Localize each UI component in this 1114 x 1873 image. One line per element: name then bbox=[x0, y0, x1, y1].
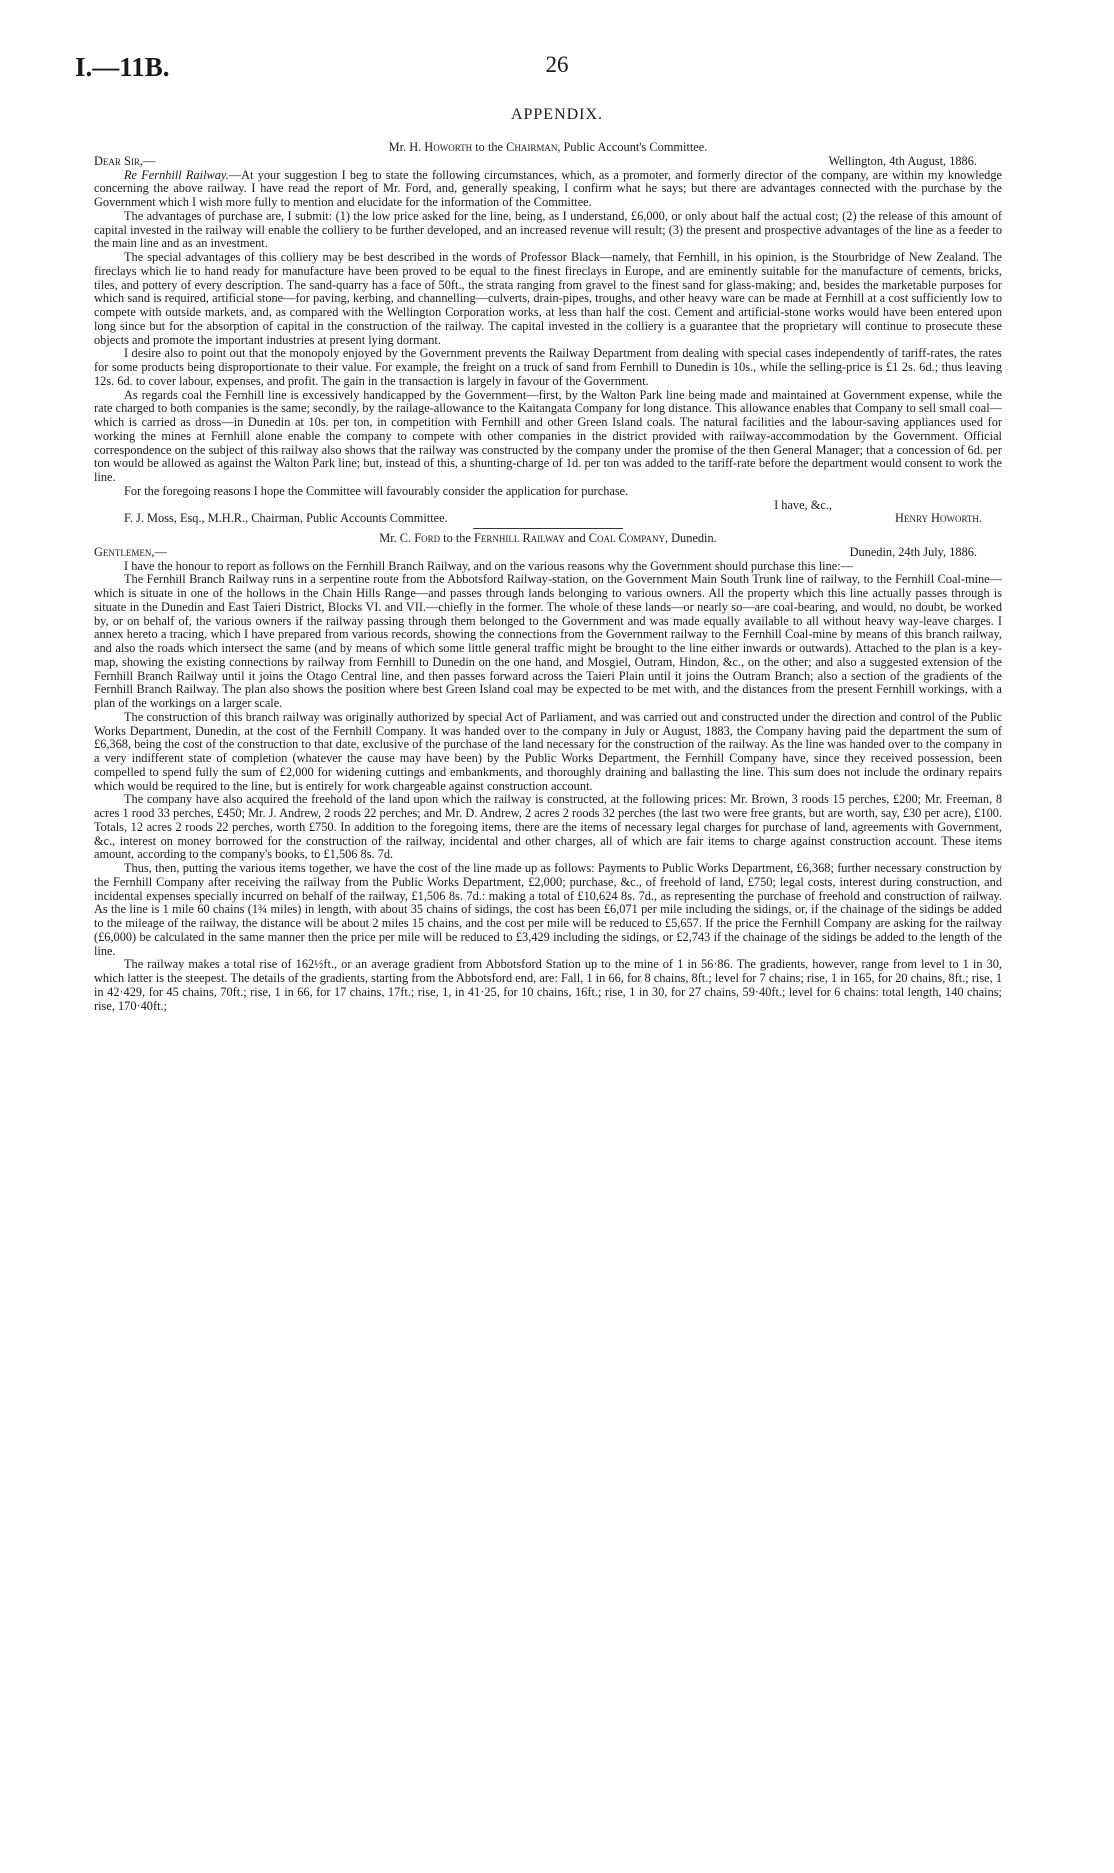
letter2-salutation: Gentlemen,— bbox=[94, 544, 167, 559]
document-reference: I.—11B. bbox=[75, 52, 170, 82]
letter1-paragraph: The special advantages of this colliery may be best described in the words of Professor Black—namely, that Fernhill, in his opinion, is the Stourbridge of New Zealand. The fireclays which lie to hand ready for manufacture have been proved to be equal to the finest fireclays in Europe, and are eminently suitable for the manufacture of cements, bricks, tiles, and pottery of every description. The sand-quarry has a face of 50ft., the strata ranging from gravel to the finest sand for glass-making; and, besides the marketable purposes for which sand is required, artificial stone—for paving, kerbing, and channelling—culverts, drain-pipes, troughs, and other heavy ware can be made at Fernhill at a cost sufficiently low to compete with outside markets, and, as compared with the Wellington Corporation works, at less than half the cost. Cement and artificial-stone works would have been entered upon long since but for the absorption of capital in the construction of the railway. The capital invested in the colliery is a guarantee that the proprietary will continue to prosecute these objects and promote the important industries at present lying dormant. bbox=[94, 250, 1002, 347]
letter1-paragraph: Re Fernhill Railway.—At your suggestion I beg to state the following circumstances, which, as a promoter, and formerly director of the company, are within my knowledge concerning the above railway. I have read the report of Mr. Ford, and, generally speaking, I confirm what he says; but there are advantages connected with the purchase by the Government which I wish more fully to mention and elucidate for the information of the Committee. bbox=[94, 167, 1003, 209]
letter2-paragraph: Thus, then, putting the various items together, we have the cost of the line made up as follows: Payments to Public Works Department, £6,368; further necessary construction by the Fernhill Company after receiving the railway from the Public Works Department, £2,000; purchase, &c., of freehold of land, £750; legal costs, interest during construction, and incidental expenses specially incurred on behalf of the railway, £1,506 8s. 7d.: making a total of £10,624 8s. 7d., as representing the purchase of freehold and construction of railway. As the line is 1 mile 60 chains (1¾ miles) in length, with about 35 chains of sidings, the cost has been £6,071 per mile including the sidings, or, if the chainage of the sidings be added to the mileage of the railway, the distance will be about 2 miles 15 chains, and the cost per mile will be reduced to £5,657. If the price the Fernhill Company are asking for the railway (£6,000) be calculated in the same manner then the price per mile will be reduced to £3,429 including the sidings, or £2,743 if the chainage of the sidings be added to the length of the line. bbox=[94, 861, 1002, 958]
letter2-paragraph: I have the honour to report as follows on the Fernhill Branch Railway, and on the various reasons why the Government should purchase this line:— bbox=[124, 558, 854, 573]
letter1-closing: I have, &c., bbox=[774, 497, 832, 512]
letter1-paragraph: The advantages of purchase are, I submit: (1) the low price asked for the line, being, as I understand, £6,000, or only about half the actual cost; (2) the release of this amount of capital invested in the railway will enable the colliery to be further developed, and an increased revenue will result; (3) the present and prospective advantages of the line as a feeder to the main line and as an investment. bbox=[94, 208, 1002, 251]
letter2-paragraph: The Fernhill Branch Railway runs in a serpentine route from the Abbotsford Railway-station, on the Government Main South Trunk line of railway, to the Fernhill Coal-mine—which is situate in one of the hollows in the Chain Hills Range—and passes through lands belonging to various owners. All the property which this line actually passes through is situate in the Dunedin and East Taieri District, Blocks VI. and VII.—chiefly in the former. The whole of these lands—or nearly so—are coal-bearing, and would, no doubt, be worked by, or on behalf of, the various owners if the railway passing through them belonged to the Government and was made equally available to all without heavy way-leave charges. I annex hereto a tracing, which I have prepared from various records, showing the connections from the Government railway to the Fernhill Coal-mine by means of this branch railway, and also the roads which intersect the same (and by means of which some little general traffic might be brought to the line either inwards or outwards). Attached to the plan is a key-map, showing the existing connections by railway from Fernhill to Dunedin on the one hand, and Mosgiel, Outram, Hindon, &c., on the other; and also a suggested extension of the Fernhill Branch Railway until it joins the Otago Central line, and then passes forward across the Taieri Plain until it joins the Outram Branch; also a section of the gradients of the Fernhill Branch Railway. The plan also shows the position where best Green Island coal may be expected to be met with, and the distances from the present Fernhill workings, with a plan of the workings on a larger scale. bbox=[94, 572, 1002, 710]
document-body bbox=[94, 141, 1002, 1013]
letter1-date: Wellington, 4th August, 1886. bbox=[828, 153, 977, 168]
letter1-paragraph: For the foregoing reasons I hope the Committee will favourably consider the application for purchase. bbox=[124, 483, 629, 498]
letter1-signature: Henry Howorth. bbox=[895, 511, 982, 526]
letter1-paragraph: I desire also to point out that the monopoly enjoyed by the Government prevents the Railway Department from dealing with special cases independently of tariff-rates, the rates for some products being disproportionate to their value. For example, the freight on a truck of sand from Fernhill to Dunedin is 10s., while the selling-price is £1 2s. 6d.; thus leaving 12s. 6d. to cover labour, expenses, and profit. The gain in the transaction is largely in favour of the Government. bbox=[94, 346, 1002, 388]
letter1-salutation-row bbox=[94, 155, 1002, 169]
letter2-paragraph: The railway makes a total rise of 162½ft., or an average gradient from Abbotsford Station up to the mine of 1 in 56·86. The gradients, however, range from level to 1 in 30, which latter is the steepest. The details of the gradients, starting from the Abbotsford end, are: Fall, 1 in 66, for 8 chains, 8ft.; level for 7 chains; rise, 1 in 165, for 20 chains, 8ft.; rise, 1 in 42·429, for 45 chains, 70ft.; rise, 1 in 66, for 17 chains, 17ft.; rise, 1, in 41·25, for 10 chains, 16ft.; rise, 1 in 30, for 27 chains, 59·40ft.; level for 6 chains: total length, 140 chains; rise, 170·40ft.; bbox=[94, 957, 1002, 1013]
letter2-salutation-row bbox=[94, 546, 1002, 560]
letter1-signature-row bbox=[94, 512, 1002, 526]
appendix-title: APPENDIX. bbox=[510, 106, 604, 123]
letter2-paragraph: The company have also acquired the freehold of the land upon which the railway is constructed, at the following prices: Mr. Brown, 3 roods 15 perches, £200; Mr. Freeman, 8 acres 1 rood 33 perches, £450; Mr. J. Andrew, 2 roods 22 perches; and Mr. D. Andrew, 2 acres 2 roods 32 perches (the last two were free grants, but are worth, say, £30 per acre), £100. Totals, 12 acres 2 roods 22 perches, worth £750. In addition to the foregoing items, there are the items of necessary legal charges for purchase of land, agreements with Government, &c., interest on money borrowed for the construction of the railway, incidental and other charges, all of which are fair items to charge against construction account. These items amount, according to the company's books, to £1,506 8s. 7d. bbox=[94, 792, 1002, 862]
page-number: 26 bbox=[545, 52, 569, 77]
letter2-heading: Mr. C. Ford to the Fernhill Railway and Coal Company, Dunedin. bbox=[379, 531, 717, 545]
letter1-addressee: F. J. Moss, Esq., M.H.R., Chairman, Public Accounts Committee. bbox=[124, 511, 448, 526]
letter1-salutation: Dear Sir,— bbox=[94, 153, 156, 168]
page-header bbox=[0, 52, 1114, 82]
letter1-heading: Mr. H. Howorth to the Chairman, Public Account's Committee. bbox=[388, 140, 708, 154]
letter2-date: Dunedin, 24th July, 1886. bbox=[849, 544, 977, 559]
section-divider bbox=[473, 528, 623, 529]
letter1-paragraph: As regards coal the Fernhill line is excessively handicapped by the Government—first, by the Walton Park line being made and maintained at Government expense, while the rate charged to both companies is the same; secondly, by the railage-allowance to the Kaitangata Company for long distance. This allowance enables that Company to sell small coal—which is carried as dross—in Dunedin at 10s. per ton, in competition with Fernhill and other Green Island coals. The natural facilities and the labour-saving appliances used for working the mines at Fernhill alone enable the company to compete with other companies in the district provided with railway-accommodation by the Government. Official correspondence on the subject of this railway also shows that the railway was constructed by the company under the promise of the then General Manager; that a concession of 6d. per ton would be allowed as against the Walton Park line; but, instead of this, a shunting-charge of 1d. per ton was added to the tariff-rate before the department would consent to work the line. bbox=[94, 387, 1002, 484]
letter2-paragraph: The construction of this branch railway was originally authorized by special Act of Parliament, and was carried out and constructed under the direction and control of the Public Works Department, Dunedin, at the cost of the Fernhill Company. It was handed over to the company in July or August, 1883, the Company having paid the department the sum of £6,368, being the cost of the construction to that date, exclusive of the purchase of the land necessary for the construction of the railway. As the line was handed over to the company in a very indifferent state of completion (whatever the cause may have been) by the Public Works Department, the Fernhill Company have, since they received possession, been compelled to spend fully the sum of £2,000 for widening cuttings and embankments, and thoroughly draining and ballasting the line. This sum does not include the ordinary repairs which would be required to the line, but is entirely for work chargeable against construction account. bbox=[94, 709, 1002, 793]
